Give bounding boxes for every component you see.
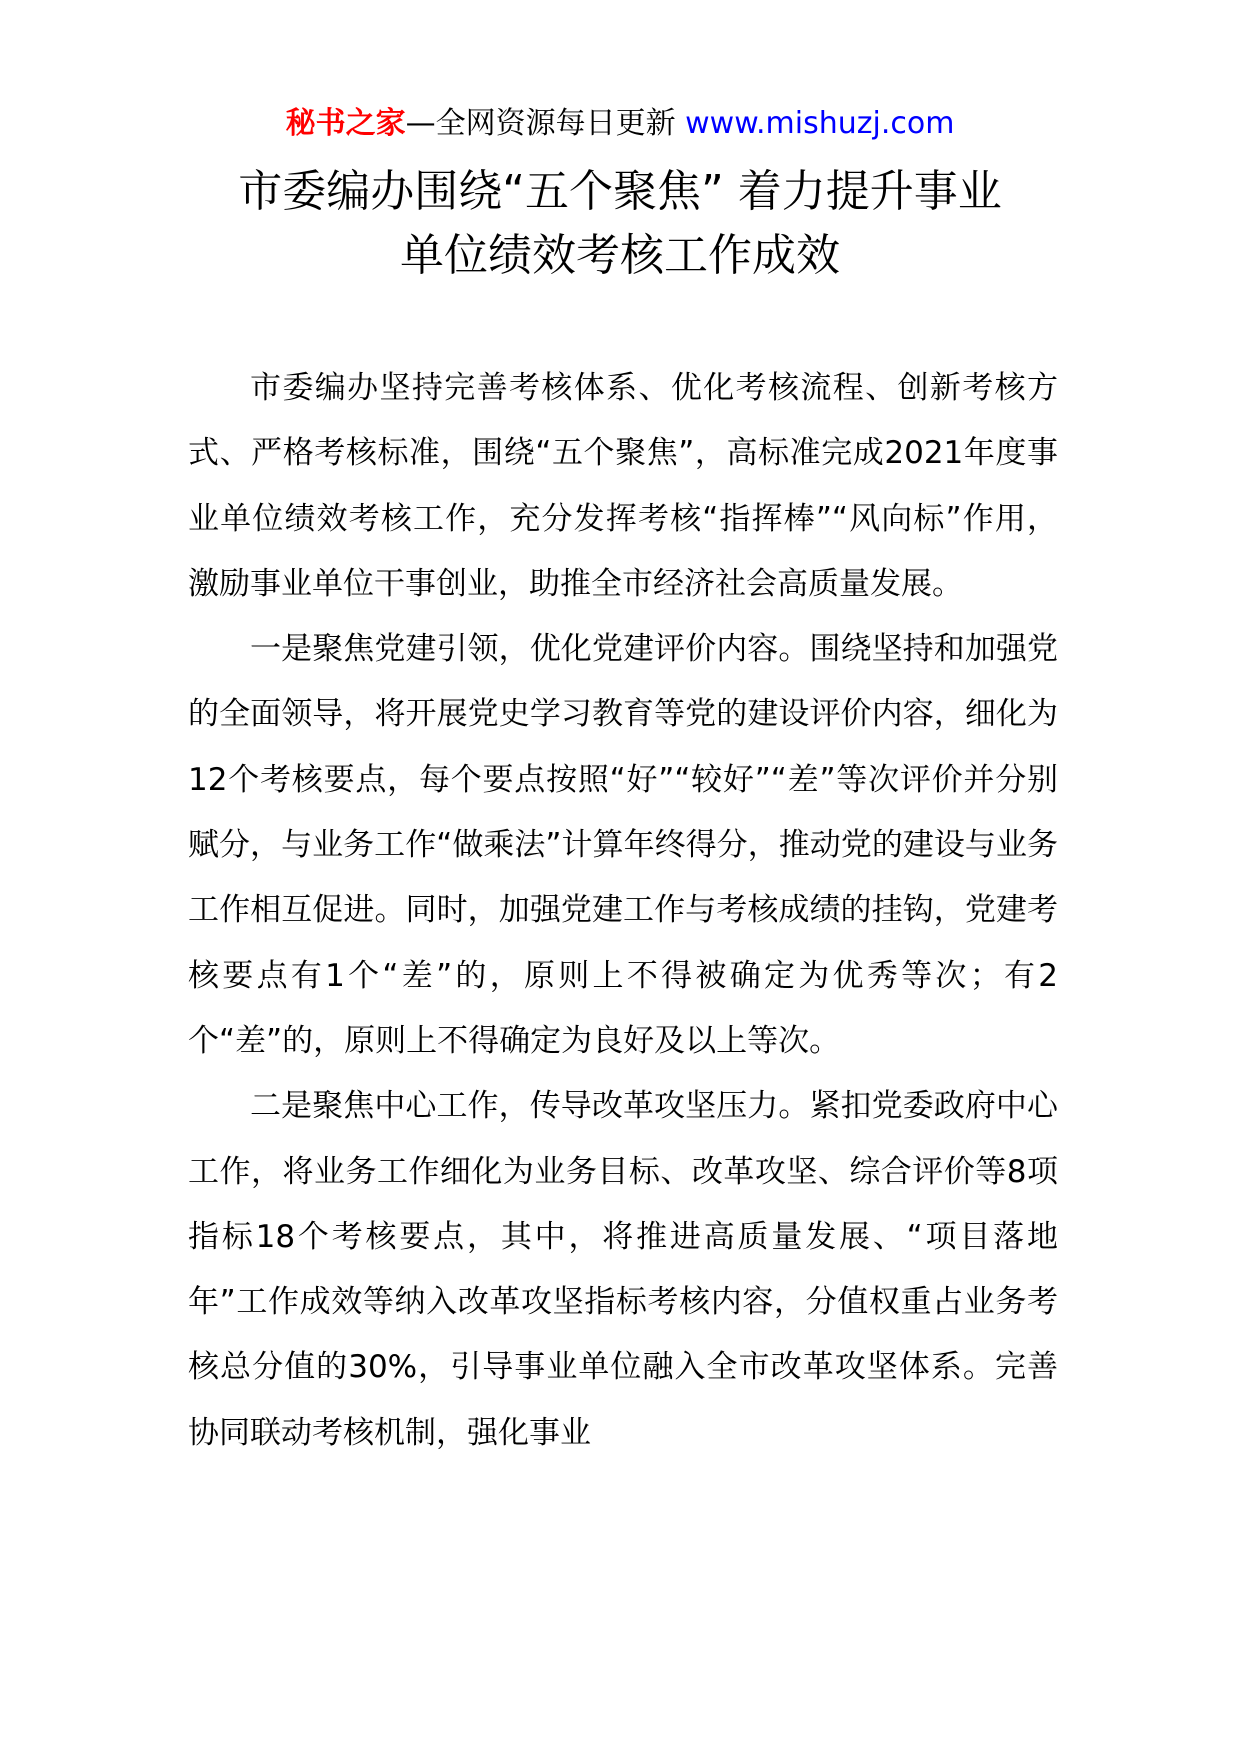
document-body [188, 356, 1058, 1466]
document-title [160, 160, 1080, 288]
site-url-link[interactable]: www.mishuzj.com [685, 106, 955, 141]
brand-name: 秘书之家 [285, 106, 406, 141]
header-tagline: —全网资源每日更新 [405, 106, 686, 141]
paragraph-intro: 市委编办坚持完善考核体系、优化考核流程、创新考核方式、严格考核标准，围绕“五个聚焦”，高标准完成2021年度事业单位绩效考核工作，充分发挥考核“指挥棒”“风向标”作用，激励事业单位干事创业，助推全市经济社会高质量发展。 [188, 370, 1058, 602]
paragraph-party-building: 一是聚焦党建引领，优化党建评价内容。围绕坚持和加强党的全面领导，将开展党史学习教育等党的建设评价内容，细化为12个考核要点，每个要点按照“好”“较好”“差”等次评价并分别赋分，与业务工作“做乘法”计算年终得分，推动党的建设与业务工作相互促进。同时，加强党建工作与考核成绩的挂钩，党建考核要点有1个“差”的，原则上不得被确定为优秀等次；有2个“差”的，原则上不得确定为良好及以上等次。 [188, 631, 1058, 1059]
header-banner [0, 104, 1240, 144]
title-line-2: 单位绩效考核工作成效 [400, 230, 840, 281]
title-line-1: 市委编办围绕“五个聚焦” 着力提升事业 [238, 166, 1002, 217]
paragraph-central-work: 二是聚焦中心工作，传导改革攻坚压力。紧扣党委政府中心工作，将业务工作细化为业务目标、改革攻坚、综合评价等8项指标18个考核要点，其中，将推进高质量发展、“项目落地年”工作成效等纳入改革攻坚指标考核内容，分值权重占业务考核总分值的30%，引导事业单位融入全市改革攻坚体系。完善协同联动考核机制，强化事业 [188, 1088, 1058, 1451]
